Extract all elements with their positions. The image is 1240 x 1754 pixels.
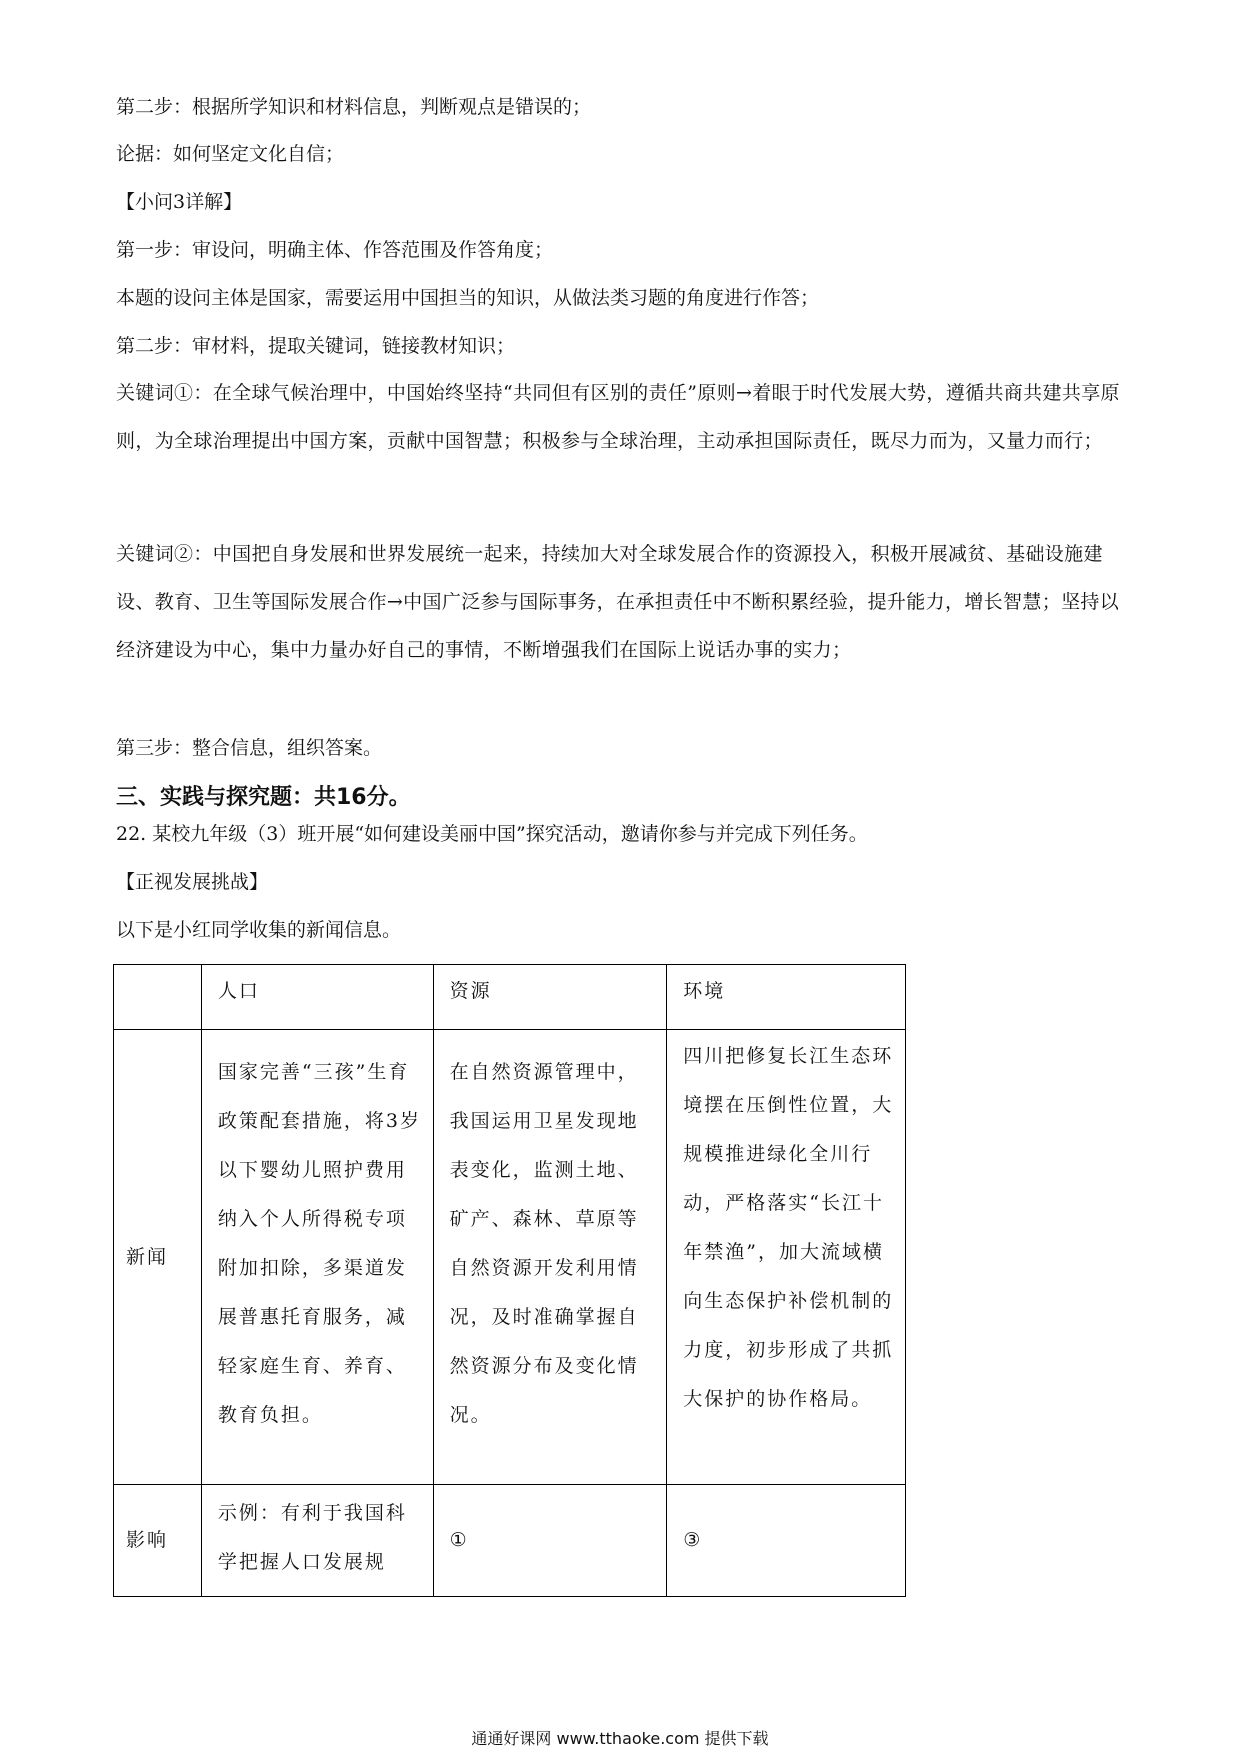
header-cell-resources: 资源	[433, 965, 667, 1030]
news-cell-population: 国家完善“三孩”生育政策配套措施，将3岁以下婴幼儿照护费用纳入个人所得税专项附加扣除，多渠道发展普惠托育服务，减轻家庭生育、养育、教育负担。	[201, 1030, 433, 1485]
step2-material-line: 第二步：审材料，提取关键词，链接教材知识；	[116, 335, 516, 357]
news-table	[113, 964, 906, 1597]
keyword1-paragraph: 关键词①：在全球气候治理中，中国始终坚持“共同但有区别的责任”原则→着眼于时代发展大势，遵循共商共建共享原则，为全球治理提出中国方案，贡献中国智慧；积极参与全球治理，主动承担国际责任，既尽力而为，又量力而行；	[116, 382, 1120, 452]
header-cell-environment: 环境	[667, 965, 906, 1030]
keyword2-paragraph: 关键词②：中国把自身发展和世界发展统一起来，持续加大对全球发展合作的资源投入，积极开展减贫、基础设施建设、教育、卫生等国际发展合作→中国广泛参与国际事务，在承担责任中不断积累经验，提升能力，增长智慧；坚持以经济建设为中心，集中力量办好自己的事情，不断增强我们在国际上说话办事的实力；	[116, 543, 1120, 661]
step1-line: 第一步：审设问，明确主体、作答范围及作答角度；	[116, 239, 554, 261]
subquestion3-heading: 【小问3详解】	[116, 191, 243, 213]
impact-cell-resources: ①	[433, 1485, 667, 1597]
header-cell-empty	[114, 965, 202, 1030]
question-22: 22. 某校九年级（3）班开展“如何建设美丽中国”探究活动，邀请你参与并完成下列任务。	[116, 823, 868, 845]
argument-line: 论据：如何坚定文化自信；	[116, 143, 345, 165]
step2-line: 第二步：根据所学知识和材料信息，判断观点是错误的；	[116, 96, 592, 118]
impact-row	[114, 1485, 906, 1597]
news-row	[114, 1030, 906, 1485]
news-cell-resources: 在自然资源管理中，我国运用卫星发现地表变化，监测土地、矿产、森林、草原等自然资源开发利用情况，及时准确掌握自然资源分布及变化情况。	[433, 1030, 667, 1485]
section-heading: 三、实践与探究题：共16分。	[116, 785, 411, 810]
table-header-row	[114, 965, 906, 1030]
step3-line: 第三步：整合信息，组织答案。	[116, 737, 383, 759]
news-row-label: 新闻	[114, 1030, 202, 1485]
impact-row-label: 影响	[114, 1485, 202, 1597]
task-title: 【正视发展挑战】	[116, 871, 269, 893]
page-footer: 通通好课网 www.tthaoke.com 提供下载	[471, 1729, 769, 1748]
impact-cell-population: 示例：有利于我国科学把握人口发展规	[201, 1485, 433, 1597]
subject-line: 本题的设问主体是国家，需要运用中国担当的知识，从做法类习题的角度进行作答；	[116, 287, 820, 309]
table-intro: 以下是小红同学收集的新闻信息。	[116, 919, 402, 941]
news-cell-environment: 四川把修复长江生态环境摆在压倒性位置，大规模推进绿化全川行动，严格落实“长江十年禁渔”，加大流域横向生态保护补偿机制的力度，初步形成了共抓大保护的协作格局。	[667, 1030, 906, 1485]
impact-cell-environment: ③	[667, 1485, 906, 1597]
header-cell-population: 人口	[201, 965, 433, 1030]
